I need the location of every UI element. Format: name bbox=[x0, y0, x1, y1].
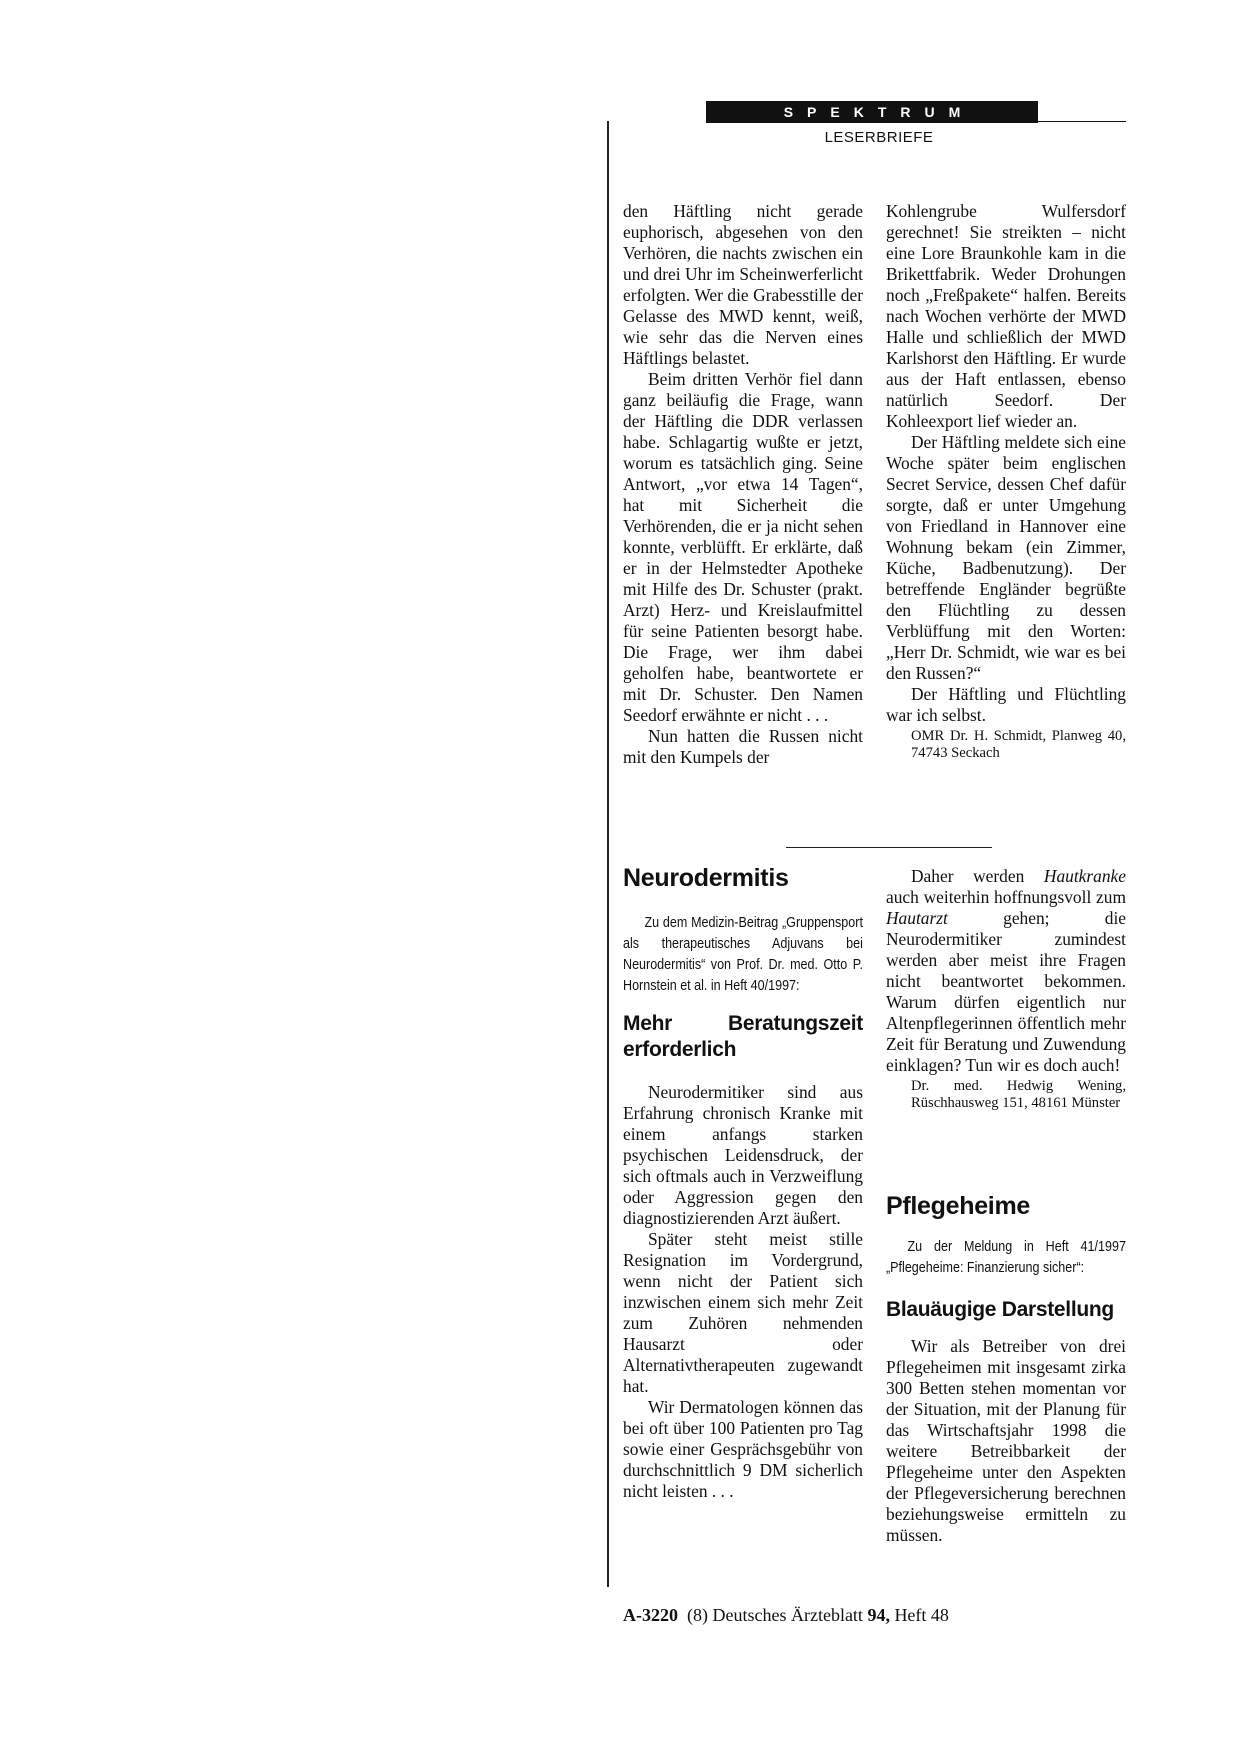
paragraph: den Häftling nicht gerade euphorisch, abgesehen von den Verhören, die nachts zwischen ein und drei Uhr im Scheinwerferlicht erfolgten. Wer die Grabesstille der Gelasse des MWD kennt, weiß, wie sehr das die Nerven eines Häftlings belastet. bbox=[623, 201, 863, 368]
paragraph: Der Häftling meldete sich eine Woche später beim englischen Secret Service, dessen Chef dafür sorgte, daß er unter Umgehung von Friedland in Hannover eine Wohnung bekam (ein Zimmer, Küche, Badbenutzung). Der betreffende Engländer begrüßte den Flüchtling zu dessen Verblüffung mit den Worten: „Herr Dr. Schmidt, wie war es bei den Russen?“ bbox=[886, 432, 1126, 683]
paragraph: Wir Dermatologen können das bei oft über 100 Patienten pro Tag sowie einer Gesprächsgebühr von durchschnittlich 9 DM sicherlich nicht leisten . . . bbox=[623, 1397, 863, 1501]
header-rule bbox=[1038, 121, 1126, 122]
article-signature: Dr. med. Hedwig Wening, Rüschhausweg 151, 48161 Münster bbox=[911, 1078, 1126, 1111]
page-footer bbox=[623, 1605, 949, 1626]
paragraph: Nun hatten die Russen nicht mit den Kumpels der bbox=[623, 726, 863, 767]
volume-number: 94, bbox=[867, 1605, 890, 1625]
paragraph: Später steht meist stille Resignation im Vordergrund, wenn nicht der Patient sich inzwischen einem sich mehr Zeit zum Zuhören nehmenden Hausarzt oder Alternativtherapeuten zugewandt hat. bbox=[623, 1229, 863, 1396]
page-code: A-3220 bbox=[623, 1605, 678, 1625]
paragraph: Der Häftling und Flüchtling war ich selbst. bbox=[886, 684, 1126, 725]
subsection-label: LESERBRIEFE bbox=[824, 129, 934, 146]
article-headline: Blauäugige Darstellung bbox=[886, 1298, 1114, 1321]
letter1-column-2 bbox=[886, 201, 1126, 762]
article-divider bbox=[786, 847, 992, 848]
paragraph: Daher werden Hautkranke auch weiterhin hoffnungsvoll zum Hautarzt gehen; die Neurodermitiker zumindest werden aber meist ihre Fragen nicht beantwortet bekommen. Warum dürfen eigentlich nur Altenpflegerinnen öffentlich mehr Zeit für Beratung und Zuwendung einklagen? Tun wir es doch auch! bbox=[886, 866, 1126, 1075]
paragraph: Wir als Betreiber von drei Pflegeheimen mit insgesamt zirka 300 Betten stehen momentan vor der Situation, mit der Planung für das Wirtschaftsjahr 1998 die weitere Betreibbarkeit der Pflegeheime unter den Aspekten der Pflegeversicherung berechnen beziehungsweise ermitteln zu müssen. bbox=[886, 1336, 1126, 1545]
publication-name: (8) Deutsches Ärzteblatt bbox=[687, 1605, 863, 1625]
article-pflegeheime bbox=[886, 1192, 1126, 1546]
article-neurodermitis bbox=[623, 864, 863, 1502]
article-headline: Mehr Beratungszeit erforderlich bbox=[623, 1012, 863, 1061]
paragraph: Beim dritten Verhör fiel dann ganz beiläufig die Frage, wann der Häftling die DDR verlassen habe. Schlagartig wußte er jetzt, worum es tatsächlich ging. Seine Antwort, „vor etwa 14 Tagen“, hat mit Sicherheit die Verhörenden, die er ja nicht sehen konnte, verblüfft. Er erklärte, daß er in der Helmstedter Apotheke mit Hilfe des Dr. Schuster (prakt. Arzt) Herz- und Kreislaufmittel für seine Patienten besorgt habe. Die Frage, wer ihm dabei geholfen habe, beantwortete er mit Dr. Schuster. Den Namen Seedorf erwähnte er nicht . . . bbox=[623, 369, 863, 725]
article-title: Pflegeheime bbox=[886, 1192, 1030, 1220]
issue-number: Heft 48 bbox=[894, 1605, 949, 1625]
article-intro: Zu dem Medizin-Beitrag „Gruppensport als therapeutisches Adjuvans bei Neurodermitis“ von Prof. Dr. med. Otto P. Hornstein et al. in Heft 40/1997: bbox=[623, 915, 863, 994]
paragraph: Neurodermitiker sind aus Erfahrung chronisch Kranke mit einem anfangs starken psychischen Leidensdruck, der sich oftmals auch in Verzweiflung oder Aggression gegen den diagnostizierenden Arzt äußert. bbox=[623, 1082, 863, 1228]
article-intro: Zu der Meldung in Heft 41/1997 „Pflegeheime: Finanzierung sicher“: bbox=[886, 1239, 1126, 1276]
letter-signature: OMR Dr. H. Schmidt, Planweg 40, 74743 Seckach bbox=[911, 728, 1126, 761]
paragraph: Kohlengrube Wulfersdorf gerechnet! Sie streikten – nicht eine Lore Braunkohle kam in die Brikettfabrik. Weder Drohungen noch „Freßpakete“ halfen. Bereits nach Wochen verhörte der MWD Halle und schließlich der MWD Karlshorst den Häftling. Er wurde aus der Haft entlassen, ebenso natürlich Seedorf. Der Kohleexport lief wieder an. bbox=[886, 201, 1126, 431]
section-banner: SPEKTRUM bbox=[706, 101, 1038, 123]
column-rule bbox=[607, 121, 609, 1587]
article-title: Neurodermitis bbox=[623, 864, 789, 892]
article-neurodermitis-continued bbox=[886, 866, 1126, 1112]
letter1-column-1 bbox=[623, 201, 863, 768]
